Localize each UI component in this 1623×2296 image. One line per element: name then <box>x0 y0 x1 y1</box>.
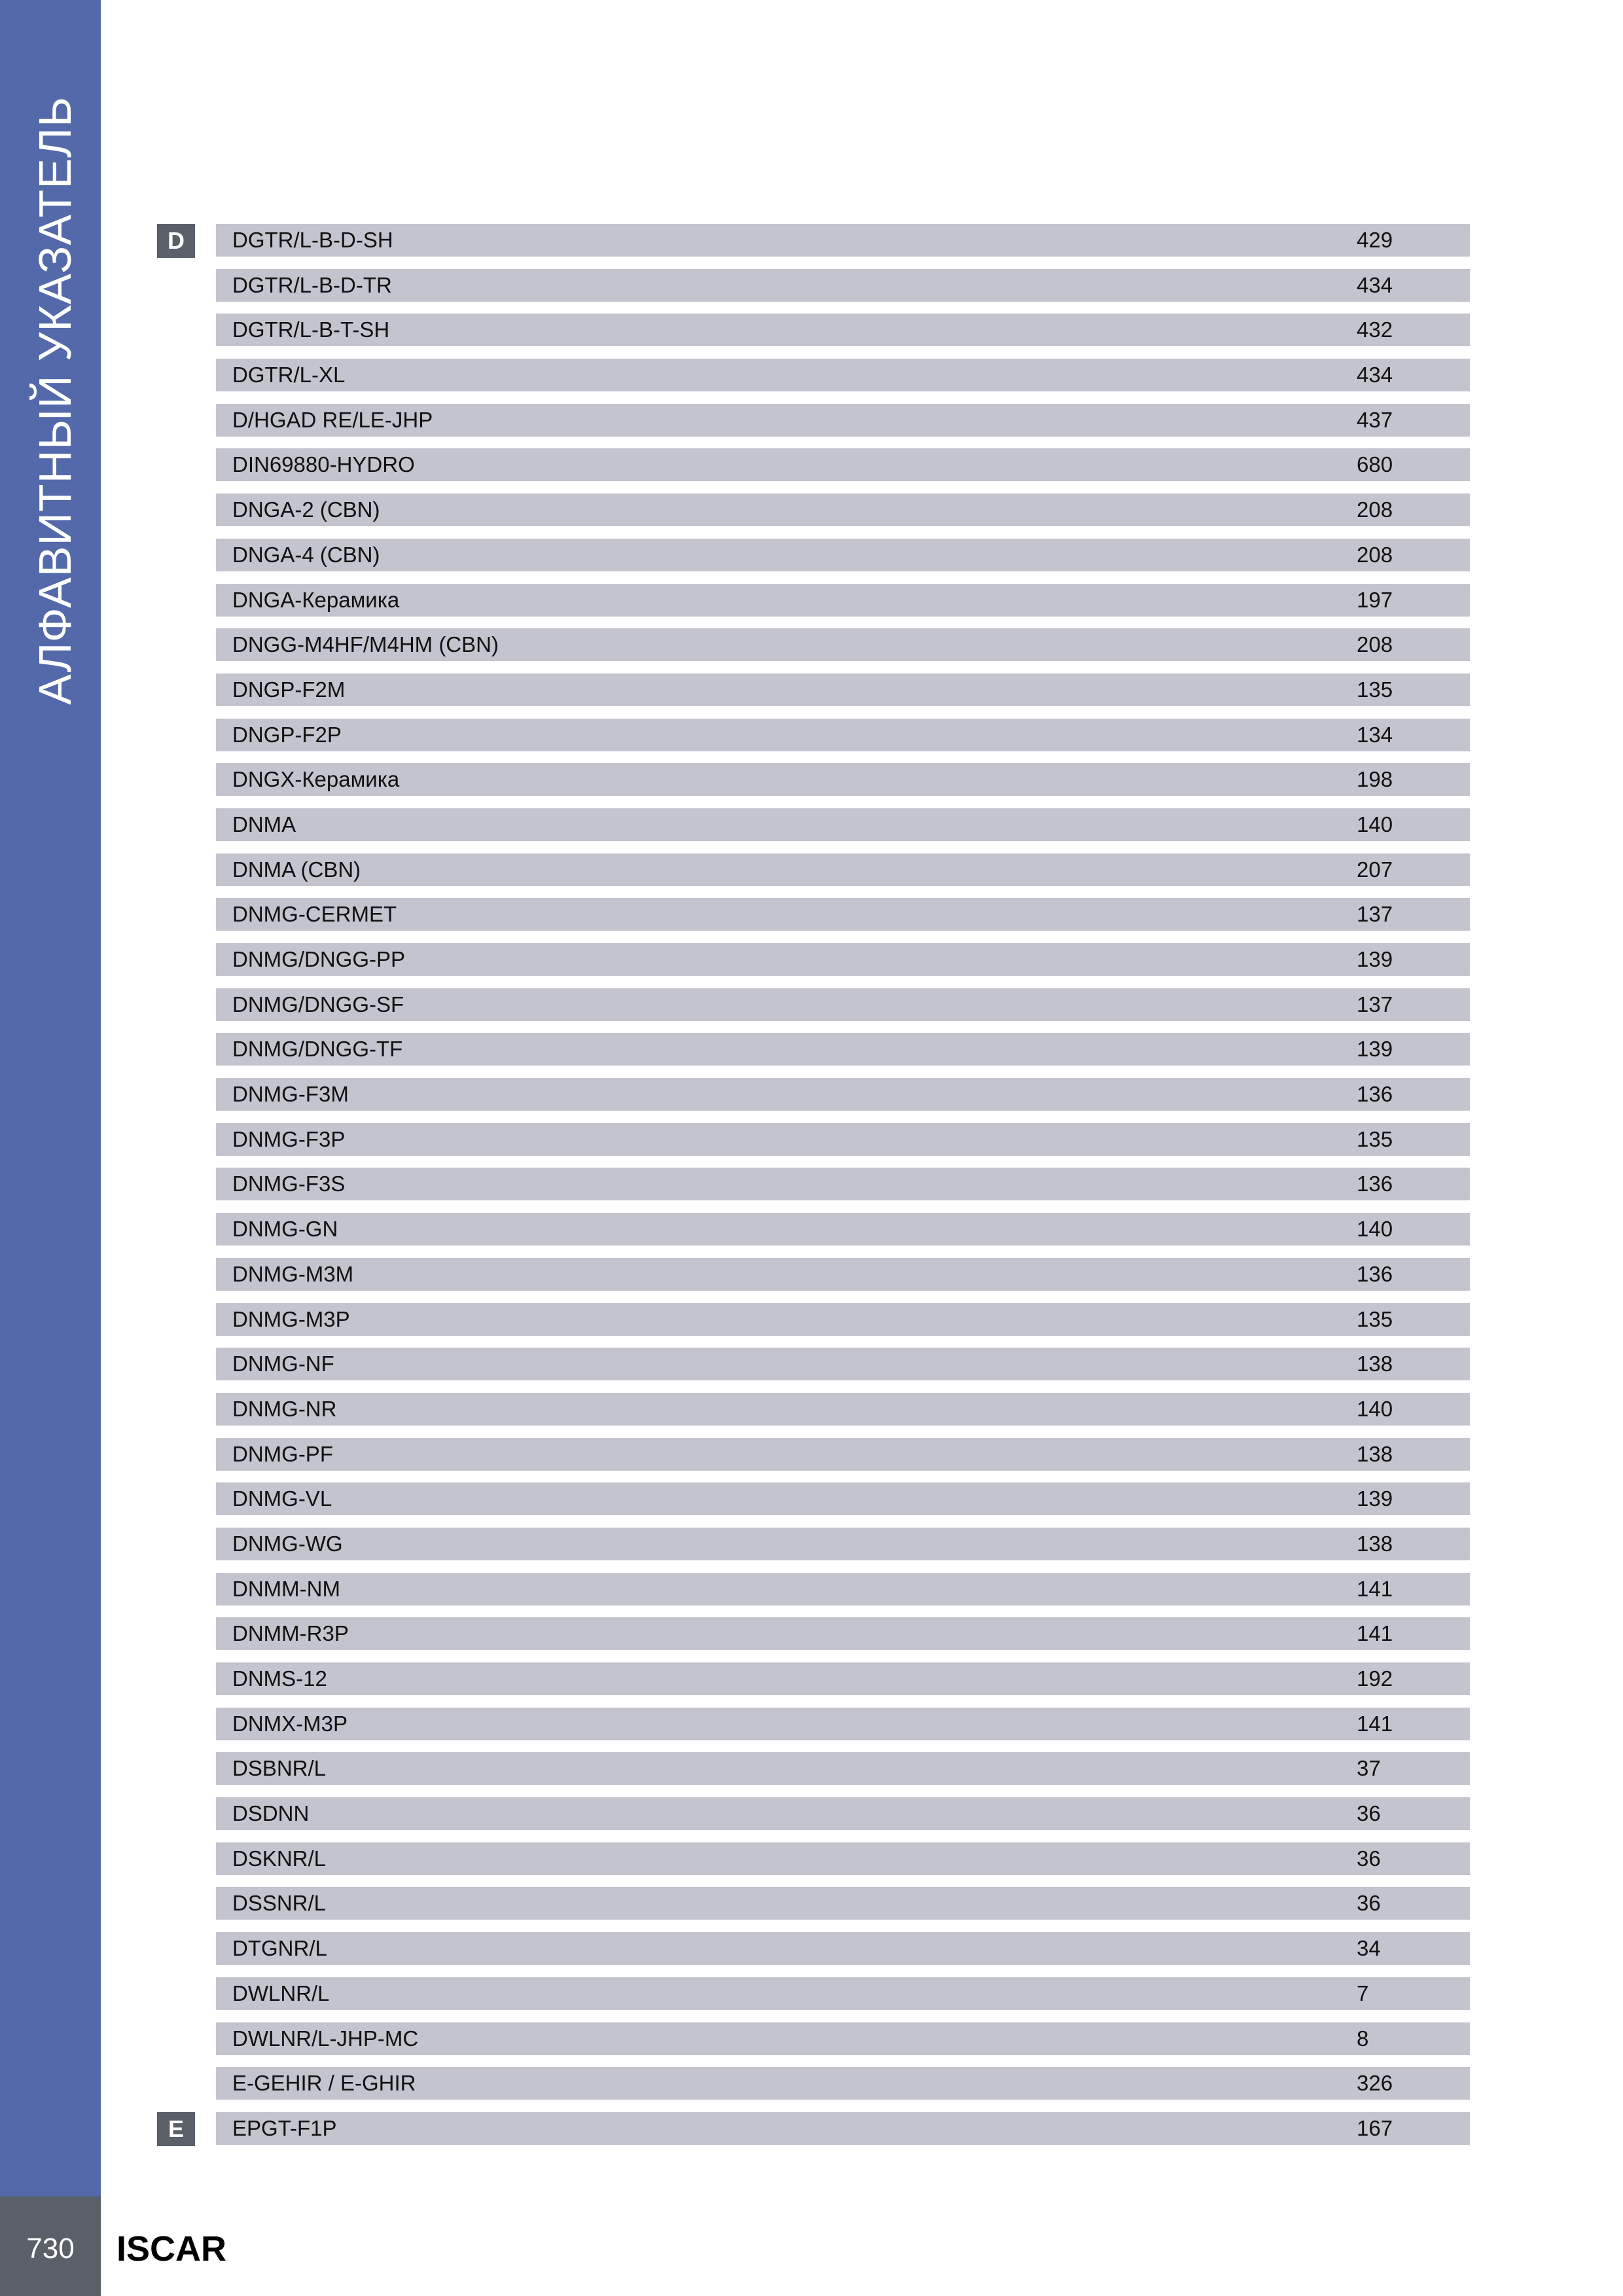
entry-name: DGTR/L-B-T-SH <box>232 317 390 342</box>
entry-page: 326 <box>1357 2071 1393 2096</box>
entry-name: DWLNR/L-JHP-MC <box>232 2026 419 2051</box>
entry-page: 36 <box>1357 1891 1381 1916</box>
entry-page: 135 <box>1357 677 1393 702</box>
entry-page: 141 <box>1357 1621 1393 1646</box>
entry-page: 197 <box>1357 587 1393 612</box>
index-row <box>216 1617 1470 1650</box>
index-row <box>216 1528 1470 1560</box>
index-row <box>216 719 1470 751</box>
entry-page: 208 <box>1357 542 1393 567</box>
index-row <box>216 898 1470 931</box>
index-row <box>216 314 1470 346</box>
index-row <box>216 1797 1470 1830</box>
index-row <box>216 224 1470 257</box>
entry-name: EPGT-F1P <box>232 2115 337 2140</box>
entry-page: 139 <box>1357 1486 1393 1511</box>
entry-page: 140 <box>1357 812 1393 836</box>
entry-name: DNMX-M3P <box>232 1711 348 1736</box>
index-row <box>216 763 1470 796</box>
entry-page: 137 <box>1357 902 1393 927</box>
index-row <box>216 1573 1470 1605</box>
entry-page: 192 <box>1357 1666 1393 1691</box>
index-row <box>216 1708 1470 1740</box>
index-row <box>216 1842 1470 1875</box>
entry-page: 139 <box>1357 947 1393 971</box>
entry-page: 139 <box>1357 1037 1393 1062</box>
entry-name: DNMG-F3S <box>232 1172 346 1196</box>
entry-name: DGTR/L-B-D-TR <box>232 272 392 297</box>
entry-page: 8 <box>1357 2026 1369 2051</box>
index-row <box>216 1078 1470 1111</box>
entry-page: 680 <box>1357 452 1393 477</box>
entry-page: 437 <box>1357 407 1393 432</box>
entry-page: 140 <box>1357 1396 1393 1421</box>
entry-name: DNMG-CERMET <box>232 902 397 927</box>
entry-name: DNGP-F2M <box>232 677 346 702</box>
index-row <box>216 1932 1470 1965</box>
entry-name: DGTR/L-B-D-SH <box>232 228 393 252</box>
entry-name: DNGA-2 (CBN) <box>232 497 380 522</box>
entry-name: DNMM-NM <box>232 1576 340 1601</box>
entry-name: DSKNR/L <box>232 1846 327 1871</box>
index-row <box>216 493 1470 526</box>
entry-page: 134 <box>1357 722 1393 747</box>
entry-page: 135 <box>1357 1306 1393 1331</box>
entry-name: DNMG-NF <box>232 1352 334 1376</box>
entry-name: DNMG-GN <box>232 1217 338 1242</box>
entry-name: D/HGAD RE/LE-JHP <box>232 407 433 432</box>
index-row <box>216 1752 1470 1785</box>
entry-page: 167 <box>1357 2115 1393 2140</box>
entry-name: DNMG-F3P <box>232 1126 346 1151</box>
index-row <box>216 1168 1470 1200</box>
entry-name: DNMG-NR <box>232 1396 337 1421</box>
entry-name: DTGNR/L <box>232 1936 327 1961</box>
index-row <box>216 1438 1470 1471</box>
entry-page: 7 <box>1357 1981 1369 2005</box>
entry-name: DNMG-VL <box>232 1486 332 1511</box>
entry-page: 432 <box>1357 317 1393 342</box>
entry-name: E-GEHIR / E-GHIR <box>232 2071 416 2096</box>
index-table <box>216 224 1470 2157</box>
entry-page: 36 <box>1357 1801 1381 1826</box>
entry-page: 138 <box>1357 1441 1393 1466</box>
entry-name: DIN69880-HYDRO <box>232 452 415 477</box>
index-row <box>216 1033 1470 1066</box>
index-row <box>216 1213 1470 1246</box>
page-number: 730 <box>26 2233 75 2265</box>
entry-name: DSBNR/L <box>232 1756 327 1781</box>
entry-name: DSDNN <box>232 1801 310 1826</box>
entry-name: DGTR/L-XL <box>232 363 346 387</box>
index-row <box>216 1258 1470 1291</box>
index-row <box>216 673 1470 706</box>
entry-page: 141 <box>1357 1711 1393 1736</box>
entry-name: DNGA-Керамика <box>232 587 400 612</box>
index-row <box>216 853 1470 886</box>
index-row <box>216 1977 1470 2010</box>
entry-page: 434 <box>1357 363 1393 387</box>
index-row <box>216 628 1470 661</box>
index-row <box>216 1303 1470 1336</box>
index-row <box>216 943 1470 976</box>
sidebar-title: АЛФАВИТНЫЙ УКАЗАТЕЛЬ <box>29 96 80 705</box>
entry-page: 34 <box>1357 1936 1381 1961</box>
index-row <box>216 1393 1470 1426</box>
entry-name: DSSNR/L <box>232 1891 327 1916</box>
entry-name: DNMG-M3P <box>232 1306 350 1331</box>
index-row <box>216 1123 1470 1156</box>
section-letter-badge: D <box>157 224 195 258</box>
entry-page: 136 <box>1357 1261 1393 1286</box>
entry-name: DNMG/DNGG-TF <box>232 1037 403 1062</box>
entry-page: 136 <box>1357 1082 1393 1107</box>
entry-page: 429 <box>1357 228 1393 252</box>
entry-page: 135 <box>1357 1126 1393 1151</box>
index-row <box>216 404 1470 437</box>
entry-page: 140 <box>1357 1217 1393 1242</box>
index-row <box>216 584 1470 617</box>
entry-name: DNMG-WG <box>232 1531 343 1556</box>
sidebar <box>0 0 101 2197</box>
index-row <box>216 2112 1470 2145</box>
index-row <box>216 1348 1470 1380</box>
entry-name: DNMG-PF <box>232 1441 333 1466</box>
entry-page: 136 <box>1357 1172 1393 1196</box>
entry-name: DNMS-12 <box>232 1666 327 1691</box>
entry-page: 37 <box>1357 1756 1381 1781</box>
index-row <box>216 2067 1470 2100</box>
entry-page: 207 <box>1357 857 1393 882</box>
index-row <box>216 988 1470 1021</box>
entry-page: 138 <box>1357 1531 1393 1556</box>
entry-name: DWLNR/L <box>232 1981 330 2005</box>
entry-page: 208 <box>1357 632 1393 657</box>
index-row <box>216 1662 1470 1695</box>
entry-name: DNMM-R3P <box>232 1621 349 1646</box>
entry-page: 198 <box>1357 767 1393 792</box>
entry-page: 434 <box>1357 272 1393 297</box>
entry-page: 36 <box>1357 1846 1381 1871</box>
entry-name: DNMG/DNGG-SF <box>232 992 404 1016</box>
section-letter-badge: E <box>157 2112 195 2146</box>
index-row <box>216 808 1470 841</box>
entry-page: 137 <box>1357 992 1393 1016</box>
index-row <box>216 269 1470 302</box>
index-row <box>216 539 1470 571</box>
entry-name: DNGA-4 (CBN) <box>232 542 380 567</box>
entry-page: 208 <box>1357 497 1393 522</box>
index-row <box>216 1482 1470 1515</box>
entry-page: 138 <box>1357 1352 1393 1376</box>
index-row <box>216 2022 1470 2055</box>
entry-name: DNGX-Керамика <box>232 767 400 792</box>
index-row <box>216 1887 1470 1920</box>
index-row <box>216 359 1470 391</box>
entry-name: DNMG/DNGG-PP <box>232 947 405 971</box>
entry-name: DNGG-M4HF/M4HM (CBN) <box>232 632 499 657</box>
entry-name: DNMG-F3M <box>232 1082 349 1107</box>
entry-name: DNMA <box>232 812 296 836</box>
entry-name: DNMG-M3M <box>232 1261 354 1286</box>
index-row <box>216 448 1470 481</box>
entry-page: 141 <box>1357 1576 1393 1601</box>
entry-name: DNMA (CBN) <box>232 857 361 882</box>
brand-logo: ISCAR <box>116 2229 227 2269</box>
entry-name: DNGP-F2P <box>232 722 342 747</box>
